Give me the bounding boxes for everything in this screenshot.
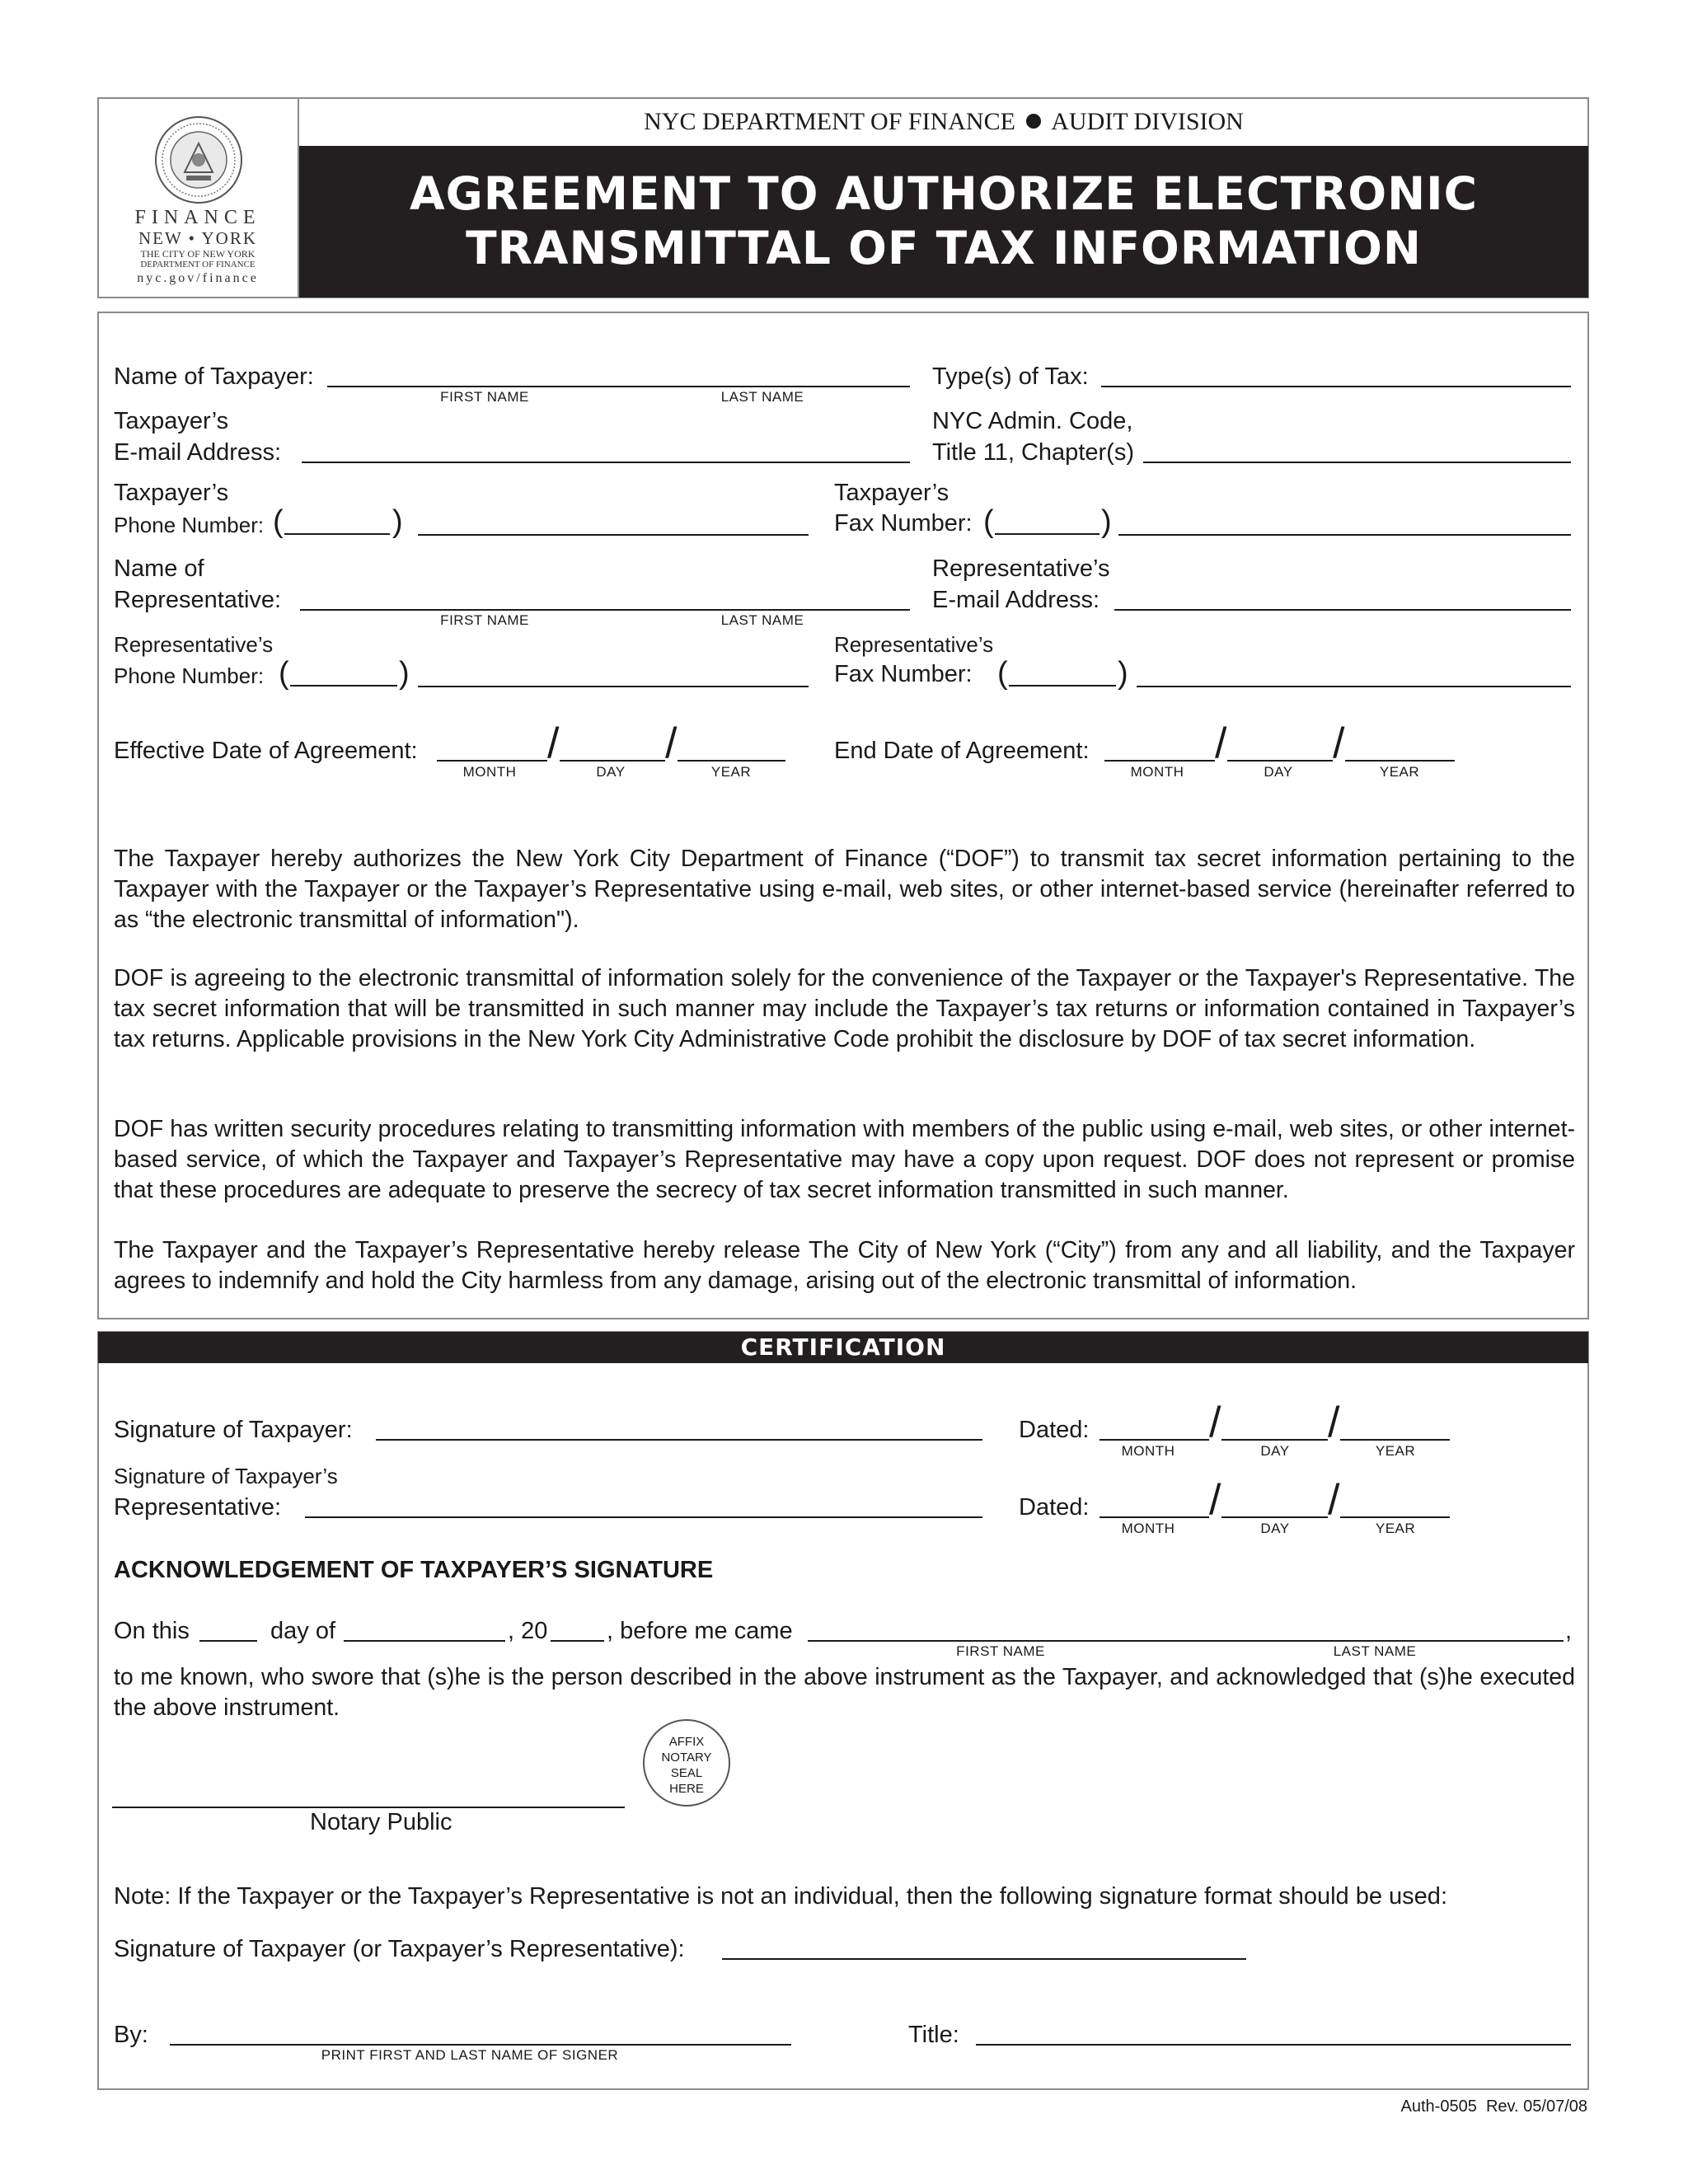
taxpayer-email-label-2: E-mail Address: (114, 439, 282, 466)
rep-fax-label-1: Representative’s (834, 632, 994, 657)
effective-year-field[interactable] (678, 760, 785, 762)
dated-taxpayer-year-caption: YEAR (1375, 1443, 1416, 1459)
end-day-field[interactable] (1227, 760, 1333, 762)
dated-rep-slash-2: / (1328, 1476, 1340, 1524)
admin-code-label-2: Title 11, Chapter(s) (932, 439, 1134, 466)
nyc-seal-icon (153, 115, 244, 205)
dated-rep-month-field[interactable] (1100, 1516, 1209, 1518)
authorization-paragraph: The Taxpayer hereby authorizes the New York City Department of Finance (“DOF”) to transmit tax secret information pertaining to the Taxpayer with the Taxpayer or the Taxpayer’s Representative using e-mail, web sites, or other internet-based service (hereinafter referred to as “the electronic transmittal of information"). (114, 846, 1575, 933)
rep-fax-close-paren: ) (1118, 656, 1128, 691)
security-paragraph: DOF has written security procedures relating to transmitting information with members of the public using e-mail, web sites, or other internet-based service, of which the Taxpayer and Taxpayer’s Representative may have a copy upon request. DOF does not represent or promise that these procedures are adequate to preserve the secrecy of tax secret information transmitted in such manner. (114, 1116, 1575, 1203)
taxpayer-fax-label-2: Fax Number: (834, 510, 973, 537)
end-month-caption: MONTH (1130, 764, 1184, 780)
effective-slash-2: / (665, 719, 678, 767)
taxpayer-first-name-caption: FIRST NAME (440, 389, 529, 405)
ack-last-name-caption: LAST NAME (1333, 1643, 1417, 1659)
rep-last-name-caption: LAST NAME (720, 612, 804, 628)
logo-finance: FINANCE (134, 207, 261, 228)
taxpayer-phone-label-2: Phone Number: (114, 513, 265, 537)
department-line (299, 98, 1588, 146)
effective-day-field[interactable] (560, 760, 665, 762)
dated-rep-day-field[interactable] (1221, 1516, 1328, 1518)
comma-20-label: , 20 (508, 1618, 548, 1644)
before-me-came-label: , before me came (607, 1618, 793, 1644)
dated-taxpayer-month-caption: MONTH (1121, 1443, 1175, 1459)
rep-phone-label-1: Representative’s (114, 632, 274, 657)
ack-name-field[interactable] (808, 1640, 1564, 1642)
rep-first-name-caption: FIRST NAME (440, 612, 529, 628)
signature-entity-label: Signature of Taxpayer (or Taxpayer’s Representative): (114, 1936, 685, 1962)
taxpayer-phone-open-paren: ( (273, 504, 284, 539)
dated-rep-slash-1: / (1209, 1476, 1221, 1524)
dated-taxpayer-year-field[interactable] (1340, 1439, 1450, 1441)
admin-code-chapter-field[interactable] (1143, 462, 1571, 463)
entity-note: Note: If the Taxpayer or the Taxpayer’s Representative is not an individual, then the following signature format should be used: (114, 1883, 1447, 1910)
title-label: Title: (908, 2022, 959, 2048)
name-of-rep-label-2: Representative: (114, 587, 282, 613)
title-banner (299, 146, 1588, 298)
effective-date-label: Effective Date of Agreement: (114, 738, 418, 764)
logo-new-york: NEW • YORK (138, 228, 257, 248)
signature-rep-label-2: Representative: (114, 1494, 282, 1521)
dated-rep-month-caption: MONTH (1121, 1521, 1175, 1536)
convenience-paragraph: DOF is agreeing to the electronic transmittal of information solely for the convenience of the Taxpayer or the Taxpayer's Representative. The tax secret information that will be transmitted in such manner may include the Taxpayer’s tax returns or information contained in Taxpayer’s tax returns. Applicable provisions in the New York City Administrative Code prohibit the disclosure by DOF of tax secret information. (114, 965, 1575, 1052)
taxpayer-email-field[interactable] (302, 462, 910, 463)
taxpayer-fax-open-paren: ( (983, 504, 994, 539)
effective-year-caption: YEAR (710, 764, 752, 780)
by-name-field[interactable] (170, 2044, 791, 2046)
sworn-statement: to me known, who swore that (s)he is the person described in the above instrument as the Taxpayer, and acknowledged that (s)he executed the above instrument. (114, 1664, 1575, 1721)
end-slash-2: / (1333, 719, 1345, 767)
acknowledgement-heading: ACKNOWLEDGEMENT OF TAXPAYER’S SIGNATURE (114, 1557, 714, 1583)
dated-taxpayer-day-field[interactable] (1221, 1439, 1328, 1441)
signature-entity-field[interactable] (722, 1958, 1246, 1960)
signature-taxpayer-label: Signature of Taxpayer: (114, 1417, 353, 1443)
notary-seal-circle (643, 1719, 730, 1807)
taxpayer-fax-area-code-field[interactable] (995, 533, 1100, 535)
admin-code-label-1: NYC Admin. Code, (932, 408, 1133, 434)
dated-taxpayer-slash-1: / (1209, 1399, 1221, 1446)
seal-line-here: HERE (669, 1782, 704, 1796)
title-field[interactable] (976, 2044, 1571, 2046)
taxpayer-phone-number-field[interactable] (418, 534, 809, 536)
signature-taxpayer-field[interactable] (376, 1439, 982, 1441)
seal-line-affix: AFFIX (668, 1735, 705, 1749)
dated-taxpayer-label: Dated: (1019, 1417, 1090, 1443)
logo-url: nyc.gov/finance (137, 271, 259, 285)
certification-heading: CERTIFICATION (98, 1332, 1588, 1363)
bullet-icon (1026, 114, 1041, 129)
taxpayer-email-label-1: Taxpayer’s (114, 408, 229, 434)
dated-rep-day-caption: DAY (1260, 1521, 1290, 1536)
taxpayer-phone-label-1: Taxpayer’s (114, 480, 229, 506)
notary-public-label: Notary Public (310, 1809, 452, 1835)
form-title-line2: TRANSMITTAL OF TAX INFORMATION (466, 222, 1422, 274)
effective-day-caption: DAY (596, 764, 626, 780)
rep-fax-area-code-field[interactable] (1009, 685, 1116, 687)
end-month-field[interactable] (1104, 760, 1215, 762)
effective-month-field[interactable] (437, 760, 547, 762)
rep-phone-close-paren: ) (399, 656, 410, 691)
taxpayer-last-name-caption: LAST NAME (720, 389, 804, 405)
division-name: AUDIT DIVISION (1051, 108, 1244, 135)
trailing-comma: , (1565, 1618, 1573, 1644)
effective-month-caption: MONTH (462, 764, 517, 780)
on-this-label: On this (114, 1618, 190, 1644)
taxpayer-fax-label-1: Taxpayer’s (834, 480, 950, 506)
rep-fax-number-field[interactable] (1137, 686, 1571, 687)
department-name: NYC DEPARTMENT OF FINANCE (644, 108, 1015, 135)
print-name-caption: PRINT FIRST AND LAST NAME OF SIGNER (321, 2047, 619, 2063)
ack-year-field[interactable] (551, 1640, 604, 1642)
rep-phone-number-field[interactable] (418, 686, 809, 687)
logo-dept: DEPARTMENT OF FINANCE (140, 260, 256, 269)
end-day-caption: DAY (1264, 764, 1293, 780)
rep-name-field[interactable] (300, 609, 910, 611)
taxpayer-phone-close-paren: ) (392, 504, 403, 539)
dated-rep-year-caption: YEAR (1375, 1521, 1416, 1536)
day-of-label: day of (270, 1618, 335, 1644)
by-label: By: (114, 2022, 148, 2048)
signature-rep-label-1: Signature of Taxpayer’s (114, 1464, 338, 1488)
form-id: Auth-0505 (1400, 2097, 1477, 2116)
end-date-label: End Date of Agreement: (834, 738, 1090, 764)
rep-email-field[interactable] (1114, 609, 1571, 611)
end-year-caption: YEAR (1379, 764, 1420, 780)
ack-month-field[interactable] (344, 1640, 505, 1642)
rep-phone-open-paren: ( (279, 656, 289, 691)
revision-date: Rev. 05/07/08 (1485, 2097, 1587, 2116)
types-of-tax-label: Type(s) of Tax: (932, 363, 1089, 390)
form-title-line1: AGREEMENT TO AUTHORIZE ELECTRONIC (410, 167, 1478, 220)
release-paragraph: The Taxpayer and the Taxpayer’s Representative hereby release The City of New York (“City”) from any and all liability, and the Taxpayer agrees to indemnify and hold the City harmless from any damage, arising out of the electronic transmittal of information. (114, 1237, 1575, 1294)
dated-taxpayer-slash-2: / (1328, 1399, 1340, 1446)
rep-phone-label-2: Phone Number: (114, 663, 265, 688)
logo-panel (98, 98, 299, 298)
taxpayer-fax-number-field[interactable] (1118, 534, 1571, 536)
end-slash-1: / (1215, 719, 1227, 767)
ack-day-field[interactable] (199, 1640, 257, 1642)
ack-first-name-caption: FIRST NAME (956, 1643, 1045, 1659)
rep-email-label-1: Representative’s (932, 555, 1110, 582)
rep-fax-open-paren: ( (997, 656, 1008, 691)
signature-rep-field[interactable] (305, 1516, 982, 1518)
taxpayer-name-field[interactable] (327, 386, 910, 387)
name-of-rep-label-1: Name of (114, 555, 204, 582)
logo-city: THE CITY OF NEW YORK (140, 248, 256, 260)
rep-fax-label-2: Fax Number: (834, 661, 973, 687)
taxpayer-fax-close-paren: ) (1101, 504, 1112, 539)
seal-line-notary: NOTARY (661, 1750, 712, 1765)
rep-phone-area-code-field[interactable] (290, 685, 397, 687)
dated-taxpayer-day-caption: DAY (1260, 1443, 1290, 1459)
dated-taxpayer-month-field[interactable] (1100, 1439, 1209, 1441)
name-of-taxpayer-label: Name of Taxpayer: (114, 363, 314, 390)
rep-email-label-2: E-mail Address: (932, 587, 1100, 613)
dated-rep-year-field[interactable] (1340, 1516, 1450, 1518)
taxpayer-phone-area-code-field[interactable] (284, 533, 390, 535)
types-of-tax-field[interactable] (1101, 386, 1571, 387)
end-year-field[interactable] (1345, 760, 1455, 762)
dated-rep-label: Dated: (1019, 1494, 1090, 1521)
form-revision (1401, 2097, 1587, 2116)
effective-slash-1: / (547, 719, 560, 767)
seal-line-seal: SEAL (670, 1766, 703, 1780)
